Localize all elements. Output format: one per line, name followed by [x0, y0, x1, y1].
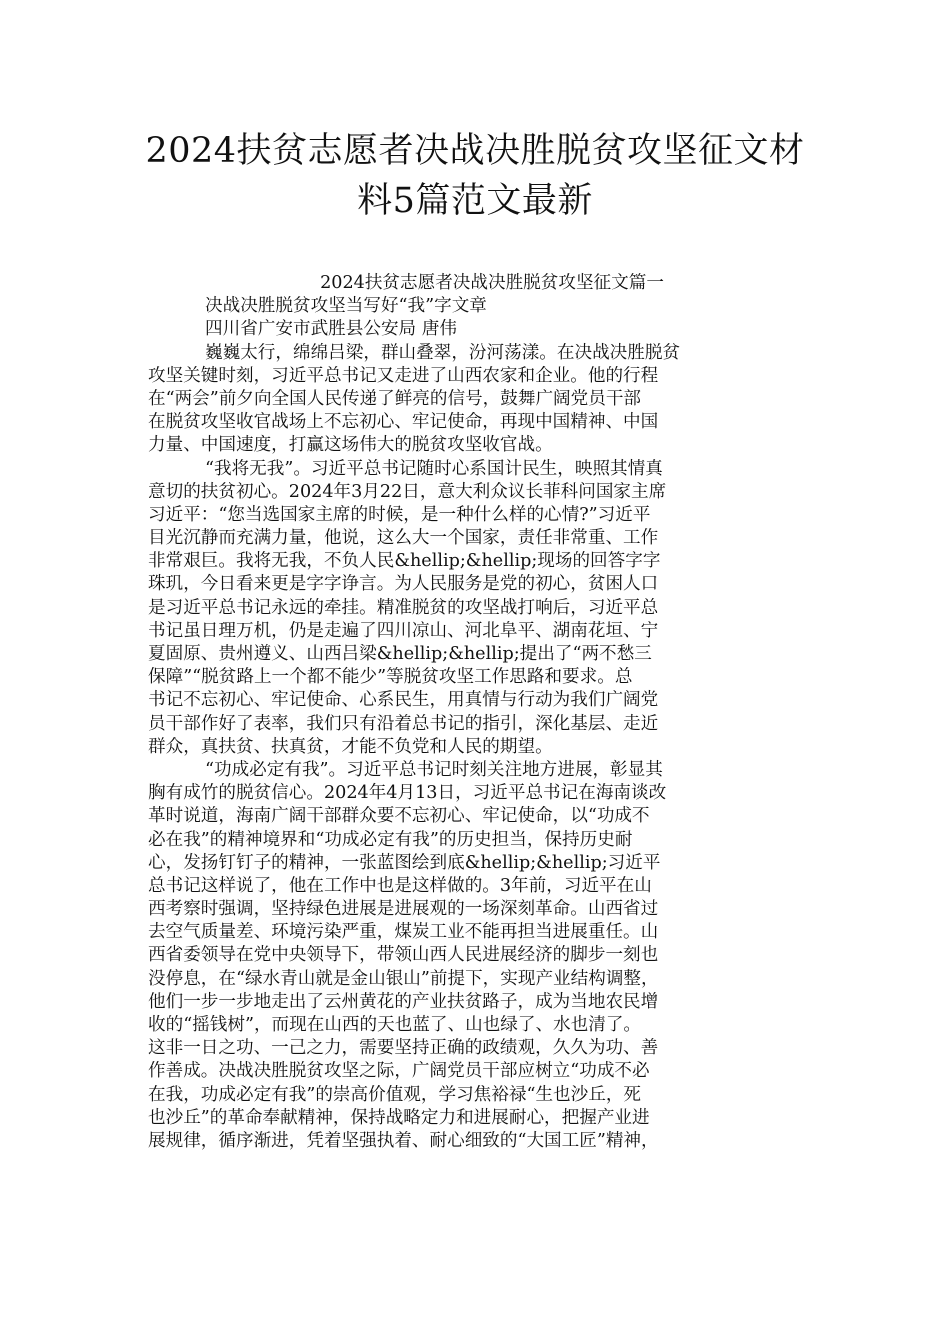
paragraph-1-line: 在“两会”前夕向全国人民传递了鲜亮的信号，鼓舞广阔党员干部	[148, 388, 642, 409]
section-heading: 2024扶贫志愿者决战决胜脱贫攻坚征文篇一	[320, 273, 664, 293]
paragraph-3-line: 革时说道，海南广阔干部群众要不忘初心、牢记使命，以“功成不	[148, 806, 650, 827]
paragraph-3-line: 心，发扬钉钉子的精神，一张蓝图绘到底&hellip;&hellip;习近平	[148, 852, 661, 873]
paragraph-2-line: 书记不忘初心、牢记使命、心系民生，用真情与行动为我们广阔党	[148, 690, 659, 711]
paragraph-2-line: 夏固原、贵州遵义、山西吕梁&hellip;&hellip;提出了“两不愁三	[148, 644, 652, 664]
paragraph-3-line: 去空气质量差、环境污染严重，煤炭工业不能再担当进展重任。山	[148, 922, 659, 943]
paragraph-2-line: 珠玑，今日看来更是字字诤言。为人民服务是党的初心，贫困人口	[148, 574, 659, 595]
title-line-1: 2024扶贫志愿者决战决胜脱贫攻坚征文材	[145, 131, 805, 171]
title-line-2: 料5篇范文最新	[357, 181, 593, 221]
paragraph-3-line: 展规律，循序渐进，凭着坚强执着、耐心细致的“大国工匠”精神，	[148, 1130, 659, 1151]
paragraph-3-line: “功成必定有我”。习近平总书记时刻关注地方进展，彰显其	[205, 759, 663, 780]
paragraph-2-line: 意切的扶贫初心。2024年3月22日，意大利众议长菲科问国家主席	[148, 481, 667, 502]
paragraph-3-line: 也沙丘”的革命奉献精神，保持战略定力和进展耐心，把握产业进	[148, 1107, 650, 1128]
paragraph-2-line: 保障”“脱贫路上一个都不能少”等脱贫攻坚工作思路和要求。总	[148, 667, 633, 688]
paragraph-3-line: 收的“摇钱树”，而现在山西的天也蓝了、山也绿了、水也清了。	[148, 1015, 642, 1035]
document-title	[120, 126, 830, 226]
paragraph-2-line: 是习近平总书记永远的牵挂。精准脱贫的攻坚战打响后，习近平总	[148, 597, 659, 618]
paragraph-2-line: 习近平：“您当选国家主席的时候，是一种什么样的心情?”习近平	[148, 504, 651, 525]
paragraph-1-line: 力量、中国速度，打赢这场伟大的脱贫攻坚收官战。	[148, 435, 553, 456]
paragraph-3-line: 没停息，在“绿水青山就是金山银山”前提下，实现产业结构调整，	[148, 968, 659, 989]
article-title: 决战决胜脱贫攻坚当写好“我”字文章	[205, 296, 487, 317]
paragraph-2-line: “我将无我”。习近平总书记随时心系国计民生，映照其情真	[205, 458, 663, 479]
paragraph-2-line: 群众，真扶贫、扶真贫，才能不负党和人民的期望。	[148, 736, 553, 757]
paragraph-1-line: 攻坚关键时刻，习近平总书记又走进了山西农家和企业。他的行程	[148, 365, 659, 386]
article-author: 四川省广安市武胜县公安局 唐伟	[205, 319, 457, 340]
paragraph-3-line: 必在我”的精神境界和“功成必定有我”的历史担当，保持历史耐	[148, 829, 633, 850]
paragraph-3-line: 西考察时强调，坚持绿色进展是进展观的一场深刻革命。山西省过	[148, 899, 659, 920]
paragraph-2-line: 目光沉静而充满力量，他说，这么大一个国家，责任非常重、工作	[148, 528, 659, 549]
paragraph-2-line: 书记虽日理万机，仍是走遍了四川凉山、河北阜平、湖南花垣、宁	[148, 620, 659, 641]
paragraph-2-line: 员干部作好了表率，我们只有沿着总书记的指引，深化基层、走近	[148, 713, 659, 734]
paragraph-3-line: 西省委领导在党中央领导下，带领山西人民进展经济的脚步一刻也	[148, 945, 659, 966]
paragraph-3-line: 总书记这样说了，他在工作中也是这样做的。3年前，习近平在山	[148, 875, 652, 896]
paragraph-3-line: 作善成。决战决胜脱贫攻坚之际，广阔党员干部应树立“功成不必	[148, 1061, 650, 1082]
paragraph-3-line: 他们一步一步地走出了云州黄花的产业扶贫路子，成为当地农民增	[148, 991, 659, 1012]
paragraph-1-line: 在脱贫攻坚收官战场上不忘初心、牢记使命，再现中国精神、中国	[148, 412, 659, 433]
paragraph-3-line: 在我，功成必定有我”的崇高价值观，学习焦裕禄“生也沙丘，死	[148, 1084, 642, 1105]
paragraph-1-line: 巍巍太行，绵绵吕梁，群山叠翠，汾河荡漾。在决战决胜脱贫	[205, 342, 681, 363]
paragraph-3-line: 胸有成竹的脱贫信心。2024年4月13日，习近平总书记在海南谈改	[148, 783, 667, 804]
document-body	[148, 272, 808, 1153]
paragraph-2-line: 非常艰巨。我将无我，不负人民&hellip;&hellip;现场的回答字字	[148, 551, 661, 572]
paragraph-3-line: 这非一日之功、一己之力，需要坚持正确的政绩观，久久为功、善	[148, 1038, 659, 1059]
